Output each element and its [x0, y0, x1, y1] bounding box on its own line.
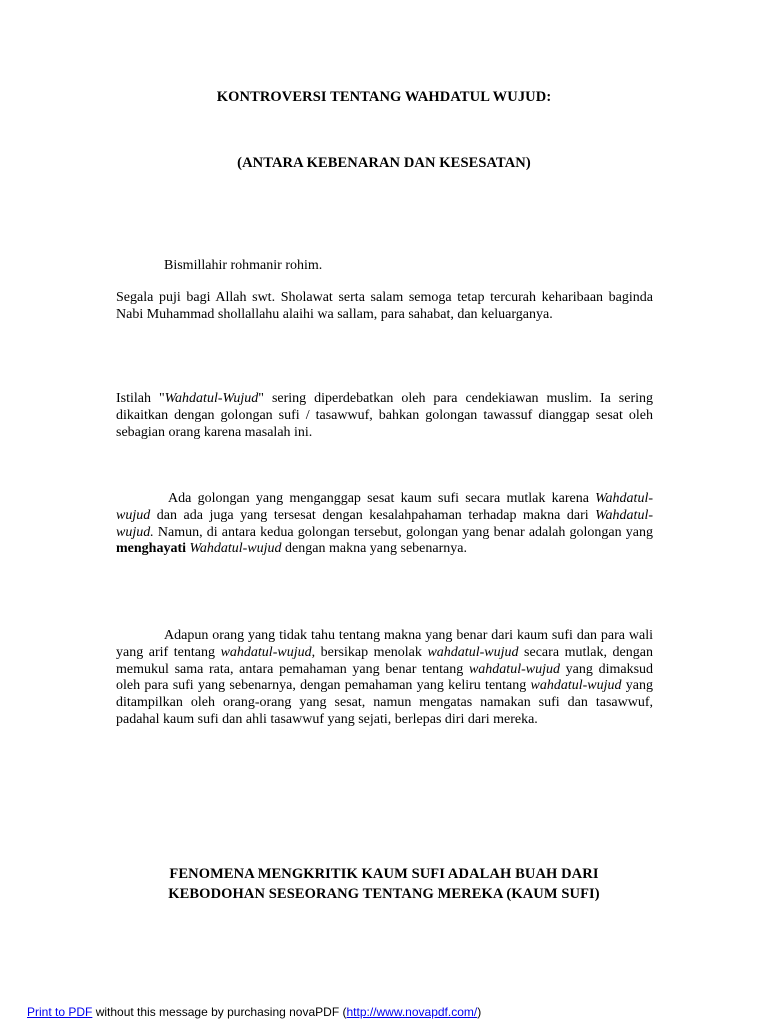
section-heading-line: FENOMENA MENGKRITIK KAUM SUFI ADALAH BUAH DARI — [169, 866, 599, 882]
document-subtitle: (ANTARA KEBENARAN DAN KESESATAN) — [237, 155, 531, 171]
paragraph-adapun — [116, 628, 653, 729]
bold-term: menghayati — [116, 541, 186, 557]
paragraph-golongan — [116, 491, 653, 558]
footer-text: ) — [477, 1005, 482, 1019]
text-run: Ada golongan yang menganggap sesat kaum sufi secara mutlak karena — [168, 491, 596, 506]
italic-term: Wahdatul-wujud — [116, 491, 653, 523]
footer-text: without this message by purchasing novaPDF ( — [92, 1005, 347, 1019]
text-run: dan ada juga yang tersesat dengan kesalahpahaman terhadap makna dari — [150, 507, 596, 523]
pdf-watermark-footer — [27, 1005, 481, 1019]
text-run: yang ditampilkan oleh orang-orang yang sesat, namun mengatas namakan sufi dan tasawwuf, padahal kaum sufi dan ahli tasawwuf yang sejati, berlepas diri dari mereka. — [116, 678, 653, 727]
italic-term: wahdatul-wujud — [220, 644, 312, 660]
novapdf-url-link[interactable]: http://www.novapdf.com/ — [346, 1005, 478, 1019]
text-run: " sering diperdebatkan oleh para cendekiawan muslim. Ia sering dikaitkan dengan golongan sufi / tasawwuf, bahkan golongan tawassuf dianggap sesat oleh sebagian orang karena masalah ini. — [116, 391, 653, 440]
italic-term: Wahdatul-wujud — [189, 541, 282, 557]
document-title: KONTROVERSI TENTANG WAHDATUL WUJUD: — [216, 89, 552, 105]
text-run: secara mutlak, dengan memukul sama rata, antara pemahaman yang benar tentang — [116, 644, 653, 677]
section-heading-line: KEBODOHAN SESEORANG TENTANG MEREKA (KAUM SUFI) — [168, 886, 600, 902]
text-run: yang dimaksud oleh para sufi yang sebenarnya, dengan pemahaman yang keliru tentang — [116, 661, 654, 694]
italic-term: wahdatul-wujud — [427, 644, 519, 660]
print-to-pdf-link[interactable]: Print to PDF — [27, 1005, 93, 1019]
section-heading — [0, 864, 768, 904]
italic-term: Wahdatul-wujud. — [116, 507, 653, 540]
text-run: Adapun orang yang tidak tahu tentang makna yang benar dari kaum sufi dan para wali yang arif tentang — [116, 628, 653, 660]
paragraph-praise: Segala puji bagi Allah swt. Sholawat serta salam semoga tetap tercurah keharibaan baginda Nabi Muhammad shollallahu alaihi wa sallam, para sahabat, dan keluarganya. — [116, 290, 653, 322]
text-run: dengan makna yang sebenarnya. — [281, 541, 467, 557]
paragraph-istilah — [116, 391, 653, 441]
italic-term: wahdatul-wujud — [468, 661, 560, 677]
text-run: Istilah " — [116, 391, 165, 406]
text-run: , bersikap menolak — [311, 644, 428, 660]
text-run: Namun, di antara kedua golongan tersebut, golongan yang benar adalah golongan yang — [153, 524, 653, 540]
italic-term: Wahdatul-Wujud — [164, 391, 259, 406]
opening-line: Bismillahir rohmanir rohim. — [164, 258, 323, 273]
italic-term: wahdatul-wujud — [530, 678, 622, 694]
